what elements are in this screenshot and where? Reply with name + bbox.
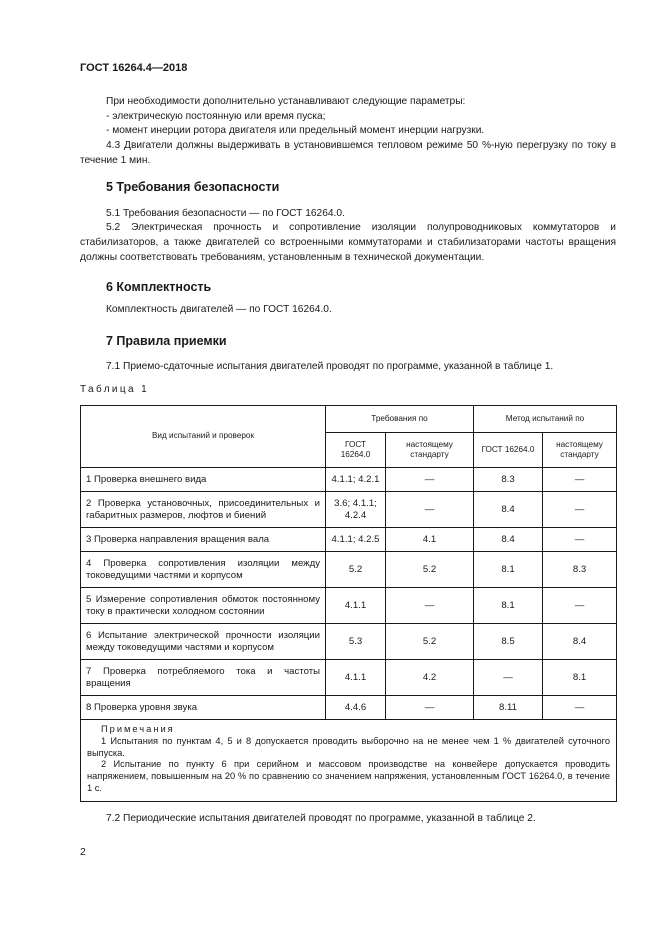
row-method-this-standard: 8.1	[543, 660, 617, 696]
page-number: 2	[80, 846, 86, 858]
row-req-this-standard: —	[386, 696, 474, 720]
row-method-this-standard: 8.4	[543, 624, 617, 660]
header-method-gost: ГОСТ 16264.0	[474, 433, 543, 468]
header-req-gost: ГОСТ 16264.0	[326, 433, 386, 468]
header-test-method: Метод испытаний по	[474, 406, 617, 433]
row-test-name: 1 Проверка внешнего вида	[81, 468, 326, 492]
header-req-this-standard: настоящему стандарту	[386, 433, 474, 468]
section-6-paragraph: Комплектность двигателей — по ГОСТ 16264.0.	[106, 304, 332, 315]
row-method-this-standard: 8.3	[543, 552, 617, 588]
table-row	[81, 552, 617, 588]
row-test-name: 4 Проверка сопротивления изоляции между токоведущими частями и корпусом	[81, 552, 326, 588]
table-row	[81, 660, 617, 696]
clause-5-2: 5.2 Электрическая прочность и сопротивление изоляции полупроводниковых коммутаторов и стабилизаторов, а также двигателей со встроенными коммутаторами и стабилизаторами частоты вращения должны соответствовать требованиям, установленным в технической документации.	[80, 222, 616, 263]
table-row	[81, 588, 617, 624]
notes-title: Примечания	[101, 724, 175, 734]
row-method-this-standard: —	[543, 696, 617, 720]
row-test-name: 7 Проверка потребляемого тока и частоты вращения	[81, 660, 326, 696]
clause-7-1: 7.1 Приемо-сдаточные испытания двигателей проводят по программе, указанной в таблице 1.	[106, 361, 554, 372]
row-req-this-standard: 4.1	[386, 528, 474, 552]
clause-4-3: 4.3 Двигатели должны выдерживать в установившемся тепловом режиме 50 %-ную перегрузку по току в течение 1 мин.	[80, 140, 616, 166]
row-req-gost: 5.3	[326, 624, 386, 660]
intro-paragraph: При необходимости дополнительно устанавливают следующие параметры:	[106, 96, 466, 107]
header-test-type: Вид испытаний и проверок	[81, 406, 326, 468]
section-7-title: 7 Правила приемки	[106, 334, 227, 348]
row-test-name: 3 Проверка направления вращения вала	[81, 528, 326, 552]
table-row	[81, 528, 617, 552]
section-5-title: 5 Требования безопасности	[106, 180, 280, 194]
section-6-title: 6 Комплектность	[106, 280, 212, 294]
intro-list-item-1: - электрическую постоянную или время пуска;	[106, 111, 326, 122]
row-req-gost: 4.1.1	[326, 588, 386, 624]
row-method-gost: 8.4	[474, 528, 543, 552]
row-method-this-standard: —	[543, 588, 617, 624]
header-requirements: Требования по	[326, 406, 474, 433]
row-req-this-standard: 5.2	[386, 552, 474, 588]
row-req-this-standard: —	[386, 492, 474, 528]
row-req-gost: 5.2	[326, 552, 386, 588]
row-req-this-standard: —	[386, 588, 474, 624]
row-req-gost: 4.1.1	[326, 660, 386, 696]
note-2: 2 Испытание по пункту 6 при серийном и массовом производстве на конвейере допускается проводить напряжением, повышенным на 20 % по сравнению со значением напряжения, установленным ГОСТ 16264.0, в течение 1 с.	[87, 759, 610, 793]
row-test-name: 8 Проверка уровня звука	[81, 696, 326, 720]
document-header: ГОСТ 16264.4—2018	[80, 62, 188, 74]
row-req-gost: 4.1.1; 4.2.5	[326, 528, 386, 552]
table-row	[81, 624, 617, 660]
table-row	[81, 468, 617, 492]
header-method-this-standard: настоящему стандарту	[543, 433, 617, 468]
row-method-this-standard: —	[543, 492, 617, 528]
row-test-name: 6 Испытание электрической прочности изоляции между токоведущими частями и корпусом	[81, 624, 326, 660]
table-row	[81, 492, 617, 528]
row-req-this-standard: 4.2	[386, 660, 474, 696]
row-method-this-standard: —	[543, 528, 617, 552]
intro-list-item-2: - момент инерции ротора двигателя или предельный момент инерции нагрузки.	[106, 125, 485, 136]
table-caption: Таблица 1	[80, 384, 150, 395]
row-method-gost: 8.5	[474, 624, 543, 660]
row-test-name: 2 Проверка установочных, присоединительных и габаритных размеров, люфтов и биений	[81, 492, 326, 528]
row-req-gost: 3.6; 4.1.1; 4.2.4	[326, 492, 386, 528]
clause-5-1: 5.1 Требования безопасности — по ГОСТ 16264.0.	[106, 208, 345, 219]
row-method-gost: 8.1	[474, 552, 543, 588]
row-method-gost: 8.11	[474, 696, 543, 720]
row-req-gost: 4.4.6	[326, 696, 386, 720]
test-program-table	[80, 405, 617, 802]
row-req-this-standard: 5.2	[386, 624, 474, 660]
row-method-gost: 8.4	[474, 492, 543, 528]
row-req-gost: 4.1.1; 4.2.1	[326, 468, 386, 492]
row-req-this-standard: —	[386, 468, 474, 492]
note-1: 1 Испытания по пунктам 4, 5 и 8 допускается проводить выборочно на не менее чем 1 % двигателей суточного выпуска.	[87, 735, 610, 758]
table-notes	[81, 720, 617, 802]
row-method-gost: 8.1	[474, 588, 543, 624]
row-test-name: 5 Измерение сопротивления обмоток постоянному току в практически холодном состоянии	[81, 588, 326, 624]
table-row	[81, 696, 617, 720]
row-method-this-standard: —	[543, 468, 617, 492]
clause-7-2: 7.2 Периодические испытания двигателей проводят по программе, указанной в таблице 2.	[106, 813, 536, 824]
row-method-gost: 8.3	[474, 468, 543, 492]
row-method-gost: —	[474, 660, 543, 696]
